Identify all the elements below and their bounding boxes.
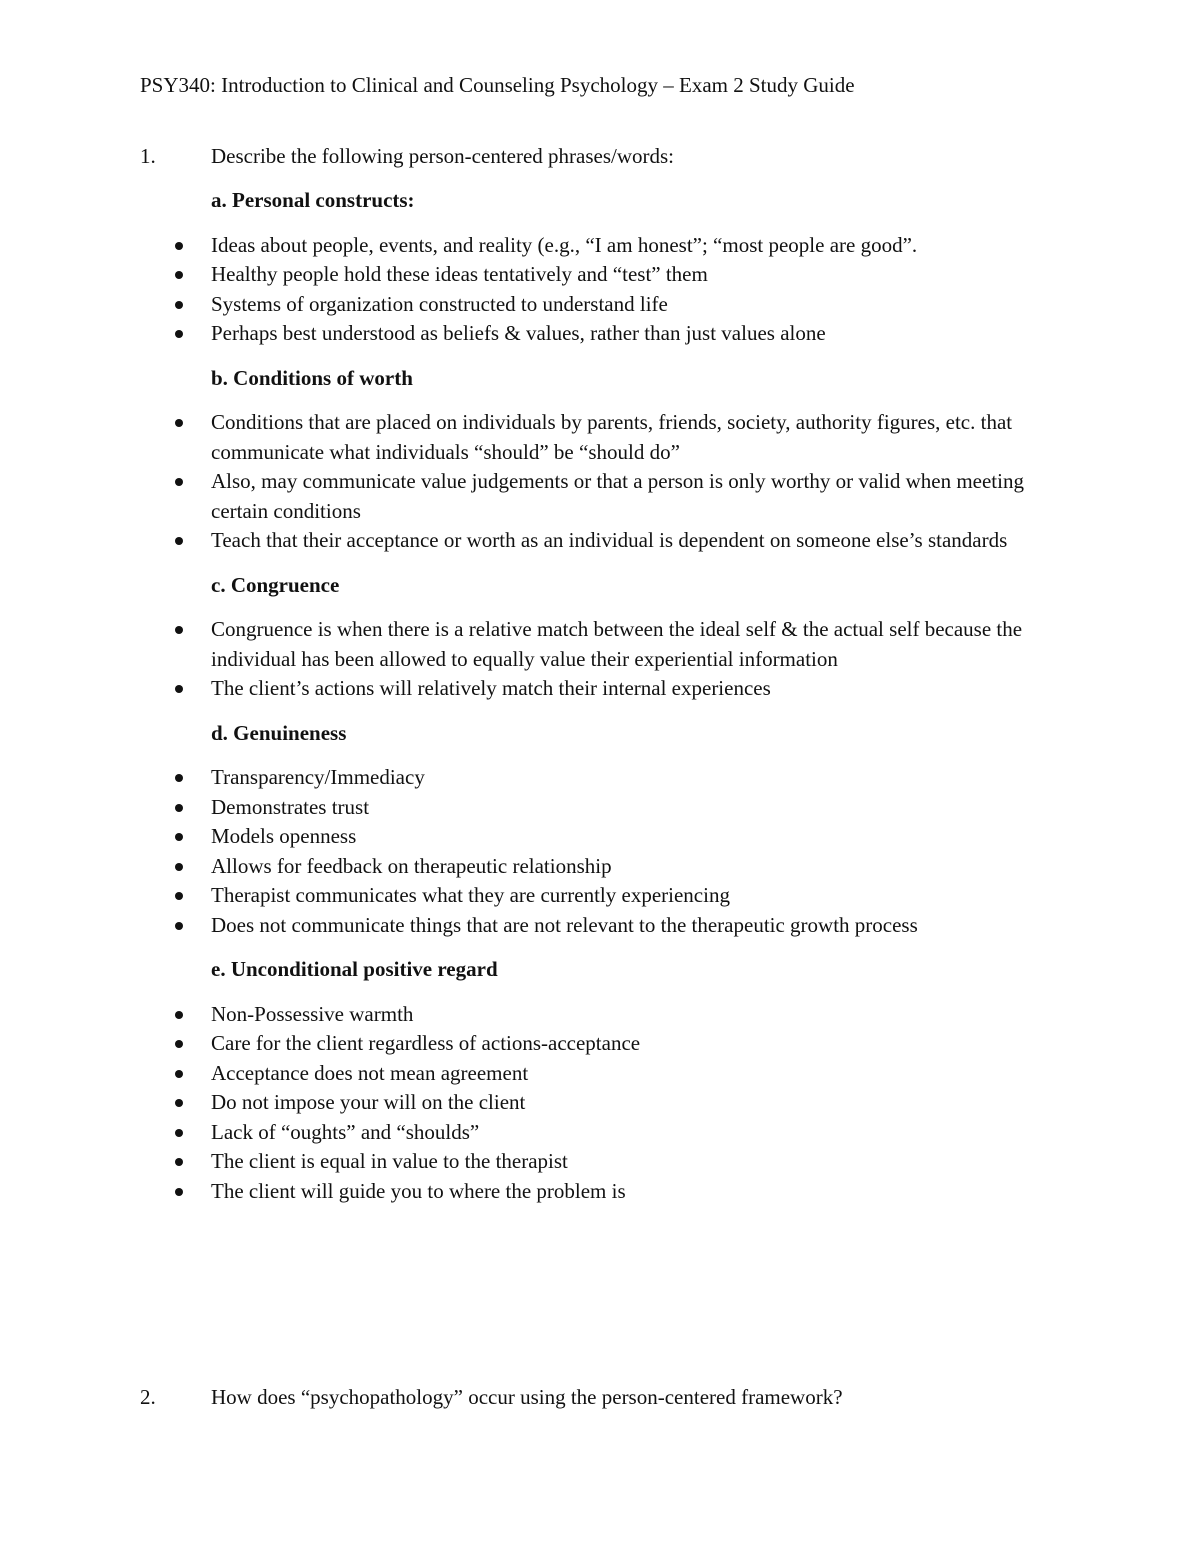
bullet-icon	[175, 1129, 183, 1137]
bullet-icon	[175, 863, 183, 871]
section-heading: e. Unconditional positive regard	[211, 957, 498, 981]
bullet-item	[0, 467, 1051, 526]
bullet-icon	[175, 774, 183, 782]
bullet-text: Acceptance does not mean agreement	[211, 1060, 529, 1085]
bullet-icon	[175, 478, 183, 486]
bullet-text: Systems of organization constructed to understand life	[211, 291, 668, 316]
bullet-item	[0, 1118, 1051, 1148]
bullet-item	[0, 1000, 1051, 1030]
bullet-item	[0, 1177, 1051, 1207]
bullet-text: Healthy people hold these ideas tentatively and “test” them	[211, 262, 708, 286]
bullet-icon	[175, 922, 183, 930]
question-number: 1.	[140, 144, 156, 168]
bullet-text: Ideas about people, events, and reality (e.g., “I am honest”; “most people are good”.	[211, 232, 918, 257]
bullet-item	[0, 615, 1051, 674]
bullet-list	[0, 763, 1200, 940]
section-heading: b. Conditions of worth	[211, 365, 413, 390]
term-section-d	[0, 719, 1200, 941]
bullet-icon	[175, 330, 183, 338]
term-section-c	[0, 571, 1200, 704]
bullet-icon	[175, 626, 183, 634]
bullet-icon	[175, 271, 183, 279]
bullet-item	[0, 674, 1051, 704]
bullet-text: Allows for feedback on therapeutic relationship	[211, 853, 612, 878]
term-sections	[0, 186, 1200, 1221]
bullet-text: Does not communicate things that are not relevant to the therapeutic growth process	[211, 912, 918, 937]
bullet-text: Conditions that are placed on individuals by parents, friends, society, authority figures, etc. that communicate what individuals “should” be “should do”	[211, 410, 1013, 464]
bullet-item	[0, 911, 1051, 941]
bullet-text: The client will guide you to where the problem is	[211, 1178, 626, 1203]
section-heading: d. Genuineness	[211, 720, 347, 745]
bullet-text: Also, may communicate value judgements or that a person is only worthy or valid when meeting certain conditions	[211, 469, 1024, 523]
section-heading: c. Congruence	[211, 572, 340, 597]
bullet-item	[0, 763, 1051, 793]
bullet-item	[0, 526, 1051, 556]
bullet-icon	[175, 685, 183, 693]
document-title: PSY340: Introduction to Clinical and Counseling Psychology – Exam 2 Study Guide	[140, 73, 855, 97]
bullet-icon	[175, 1040, 183, 1048]
bullet-icon	[175, 1099, 183, 1107]
bullet-item	[0, 290, 1051, 320]
bullet-icon	[175, 419, 183, 427]
bullet-icon	[175, 1011, 183, 1019]
term-section-a	[0, 186, 1200, 349]
bullet-item	[0, 1029, 1051, 1059]
bullet-item	[0, 881, 1051, 911]
bullet-text: The client is equal in value to the therapist	[211, 1149, 568, 1173]
bullet-text: Do not impose your will on the client	[211, 1090, 526, 1114]
bullet-icon	[175, 1158, 183, 1166]
bullet-item	[0, 408, 1051, 467]
bullet-text: Demonstrates trust	[211, 794, 370, 819]
question-text: Describe the following person-centered phrases/words:	[211, 144, 675, 168]
term-section-b	[0, 364, 1200, 556]
bullet-icon	[175, 301, 183, 309]
bullet-icon	[175, 537, 183, 545]
bullet-icon	[175, 833, 183, 841]
bullet-list	[0, 231, 1200, 349]
bullet-text: Care for the client regardless of actions-acceptance	[211, 1031, 641, 1055]
bullet-icon	[175, 892, 183, 900]
bullet-item	[0, 793, 1051, 823]
bullet-icon	[175, 1188, 183, 1196]
bullet-list	[0, 1000, 1200, 1207]
bullet-text: The client’s actions will relatively match their internal experiences	[211, 676, 771, 700]
bullet-item	[0, 231, 1051, 261]
bullet-text: Lack of “oughts” and “shoulds”	[211, 1119, 480, 1144]
bullet-icon	[175, 804, 183, 812]
bullet-item	[0, 319, 1051, 349]
question-2	[140, 1383, 843, 1413]
bullet-icon	[175, 1070, 183, 1078]
bullet-text: Models openness	[211, 824, 357, 848]
question-text: How does “psychopathology” occur using the person-centered framework?	[211, 1385, 843, 1409]
bullet-item	[0, 822, 1051, 852]
bullet-list	[0, 408, 1200, 556]
bullet-text: Transparency/Immediacy	[211, 765, 425, 789]
bullet-text: Teach that their acceptance or worth as an individual is dependent on someone else’s standards	[211, 528, 1008, 552]
bullet-item	[0, 1147, 1051, 1177]
bullet-icon	[175, 242, 183, 250]
section-heading: a. Personal constructs:	[211, 188, 415, 212]
question-1	[140, 142, 674, 172]
bullet-text: Therapist communicates what they are currently experiencing	[211, 883, 730, 907]
question-number: 2.	[140, 1385, 156, 1409]
bullet-text: Perhaps best understood as beliefs & values, rather than just values alone	[211, 321, 826, 345]
term-section-e	[0, 955, 1200, 1206]
bullet-item	[0, 260, 1051, 290]
bullet-item	[0, 852, 1051, 882]
bullet-list	[0, 615, 1200, 704]
bullet-text: Non-Possessive warmth	[211, 1001, 414, 1026]
bullet-text: Congruence is when there is a relative match between the ideal self & the actual self because the individual has been allowed to equally value their experiential information	[211, 617, 1023, 671]
bullet-item	[0, 1088, 1051, 1118]
bullet-item	[0, 1059, 1051, 1089]
